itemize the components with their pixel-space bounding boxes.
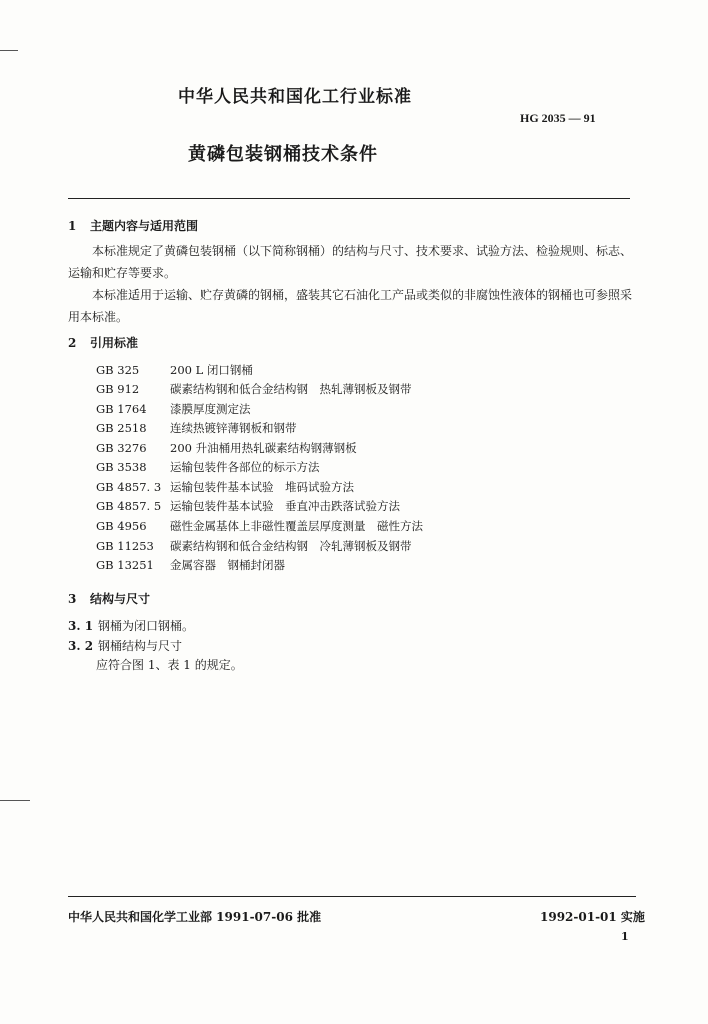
section-2-heading [68,334,138,351]
subsection-3-2 [68,637,182,654]
reference-code: GB 325 [96,363,140,377]
section-1-heading [68,217,198,234]
reference-name: 连续热镀锌薄钢板和钢带 [170,421,297,435]
subsection-text: 钢桶结构与尺寸 [98,639,183,653]
standard-code: HG 2035 — 91 [520,111,596,125]
reference-name: 运输包装件基本试验 堆码试验方法 [170,480,354,494]
issuing-organization: 中华人民共和国化工行业标准 [178,87,412,107]
reference-code: GB 4956 [96,519,147,533]
subsection-number: 3. 2 [68,639,94,653]
reference-item [96,381,412,397]
section-1-paragraph-2: 本标准适用于运输、贮存黄磷的钢桶，盛装其它石油化工产品或类似的非腐蚀性液体的钢桶也可参照采用本标准。 [68,288,633,324]
footer-divider [68,896,636,897]
reference-code: GB 2518 [96,421,147,435]
reference-item [96,557,285,573]
section-number: 2 [68,336,77,350]
reference-item [96,518,423,534]
reference-item [96,401,251,417]
reference-code: GB 4857. 3 [96,480,162,494]
section-title: 引用标准 [90,336,139,350]
subsection-3-2-detail: 应符合图 1、表 1 的规定。 [96,658,243,672]
reference-item [96,479,354,495]
reference-item [96,362,253,378]
header-divider [68,198,630,199]
reference-name: 漆膜厚度测定法 [170,402,251,416]
scan-artifact [0,50,18,51]
section-number: 1 [68,219,77,233]
subsection-number: 3. 1 [68,619,94,633]
reference-code: GB 11253 [96,539,154,553]
reference-code: GB 1764 [96,402,147,416]
reference-code: GB 3276 [96,441,147,455]
page-number: 1 [621,930,629,943]
reference-item [96,459,320,475]
subsection-3-1 [68,617,194,634]
section-1-paragraph-1: 本标准规定了黄磷包装钢桶（以下简称钢桶）的结构与尺寸、技术要求、试验方法、检验规则、标志、运输和贮存等要求。 [68,244,633,280]
reference-item [96,420,297,436]
document-title: 黄磷包装钢桶技术条件 [188,144,378,165]
section-title: 主题内容与适用范围 [90,219,199,233]
reference-name: 200 L 闭口钢桶 [170,363,253,377]
reference-name: 磁性金属基体上非磁性覆盖层厚度测量 磁性方法 [170,519,423,533]
subsection-text: 钢桶为闭口钢桶。 [98,619,195,633]
scan-artifact [0,800,30,801]
reference-code: GB 13251 [96,558,154,572]
section-title: 结构与尺寸 [90,592,151,606]
reference-code: GB 912 [96,382,140,396]
reference-name: 金属容器 钢桶封闭器 [170,558,285,572]
reference-name: 运输包装件各部位的标示方法 [170,460,320,474]
reference-code: GB 3538 [96,460,147,474]
reference-name: 碳素结构钢和低合金结构钢 冷轧薄钢板及钢带 [170,539,412,553]
reference-item [96,440,357,456]
section-3-heading [68,590,150,607]
implementation-date: 1992-01-01 实施 [540,910,645,924]
reference-item [96,538,412,554]
reference-name: 碳素结构钢和低合金结构钢 热轧薄钢板及钢带 [170,382,412,396]
reference-name: 200 升油桶用热轧碳素结构钢薄钢板 [170,441,357,455]
approval-line: 中华人民共和国化学工业部 1991-07-06 批准 [68,910,322,924]
reference-item [96,498,400,514]
reference-name: 运输包装件基本试验 垂直冲击跌落试验方法 [170,499,400,513]
reference-code: GB 4857. 5 [96,499,162,513]
section-number: 3 [68,592,77,606]
